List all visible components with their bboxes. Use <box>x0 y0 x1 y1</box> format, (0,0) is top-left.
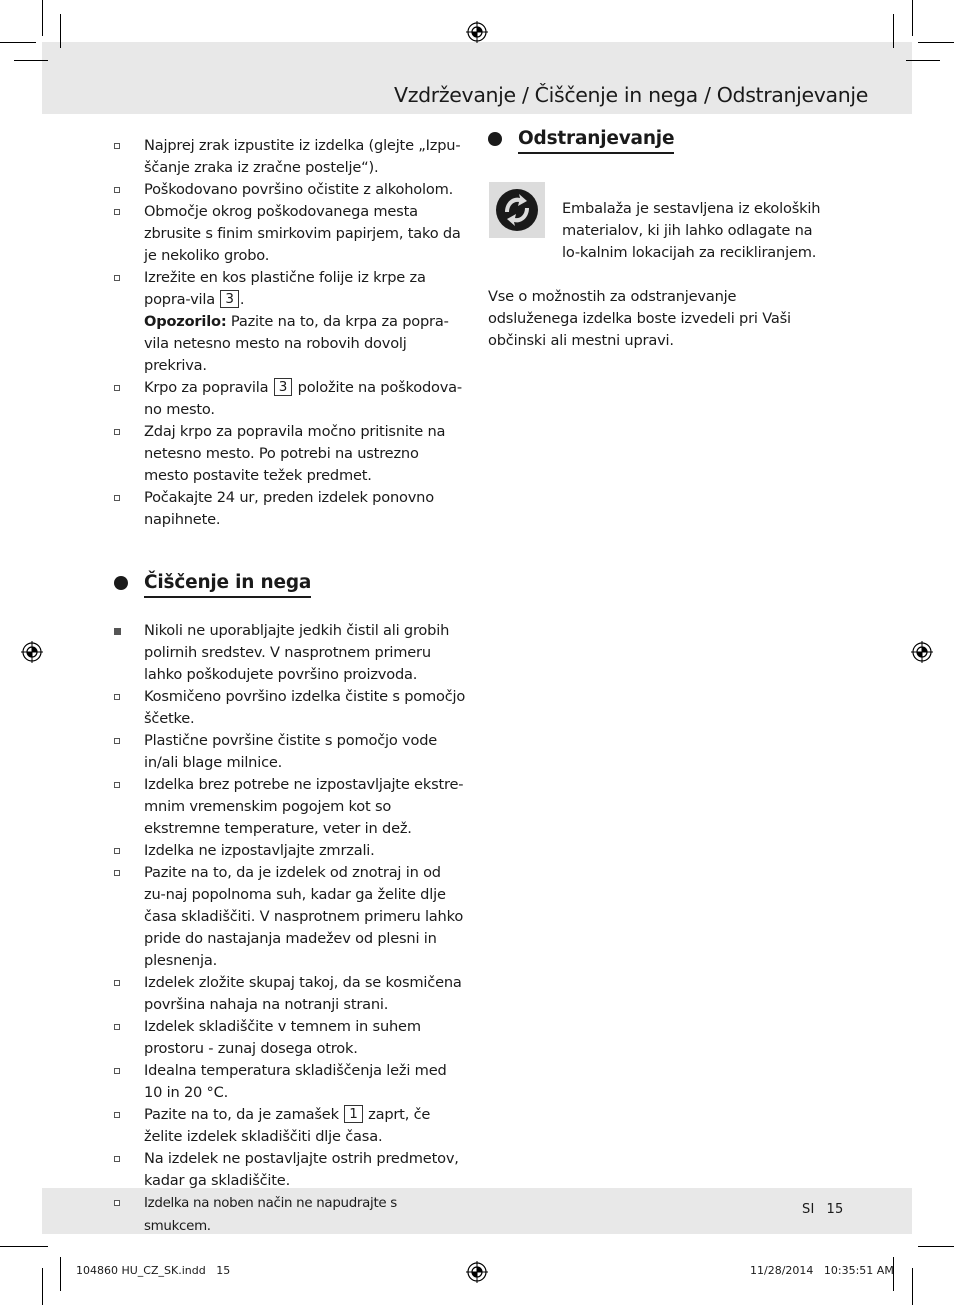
checkbox-bullet-icon <box>114 1024 120 1030</box>
checkbox-bullet-icon <box>114 870 120 876</box>
list-item: Zdaj krpo za popravila močno pritisnite na netesno mesto. Po potrebi na ustrezno mesto postavite težek predmet. <box>114 421 466 487</box>
checkbox-bullet-icon <box>114 848 120 854</box>
slug-filename: 104860 HU_CZ_SK.indd 15 <box>76 1264 231 1277</box>
registration-mark-icon <box>21 641 43 663</box>
right-column <box>488 127 828 352</box>
list-item: Območje okrog poškodovanega mesta zbrusite s finim smirkovim papirjem, tako da je nekoliko grobo. <box>114 201 466 267</box>
checkbox-bullet-icon <box>114 782 120 788</box>
registration-mark-icon <box>466 21 488 43</box>
list-item: Nikoli ne uporabljajte jedkih čistil ali grobih polirnih sredstev. V nasprotnem primeru lahko poškodujete površino proizvoda. <box>114 620 466 686</box>
filled-square-bullet-icon <box>114 628 121 635</box>
list-item: Krpo za popravila 3 položite na poškodova-no mesto. <box>114 377 466 421</box>
repair-steps-list <box>114 135 466 531</box>
page-number: SI 15 <box>802 1202 844 1217</box>
checkbox-bullet-icon <box>114 694 120 700</box>
registration-mark-icon <box>466 1261 488 1283</box>
list-item: Idealna temperatura skladiščenja leži med 10 in 20 °C. <box>114 1060 466 1104</box>
checkbox-bullet-icon <box>114 980 120 986</box>
checkbox-bullet-icon <box>114 143 120 149</box>
checkbox-bullet-icon <box>114 1200 120 1206</box>
list-item: Na izdelek ne postavljajte ostrih predmetov, kadar ga skladiščite. <box>114 1148 466 1192</box>
recycling-note <box>488 182 828 272</box>
checkbox-bullet-icon <box>114 738 120 744</box>
section-heading: Čiščenje in nega <box>114 571 466 598</box>
green-dot-recycling-icon <box>489 182 545 238</box>
registration-mark-icon <box>911 641 933 663</box>
part-number-badge: 3 <box>220 290 238 308</box>
part-number-badge: 1 <box>344 1105 362 1123</box>
checkbox-bullet-icon <box>114 385 120 391</box>
recycling-text: Embalaža je sestavljena iz ekoloških materialov, ki jih lahko odlagate na lo-kalnim lokacijah za recikliranjem. <box>562 200 821 261</box>
list-item: Poškodovano površino očistite z alkoholom. <box>114 179 466 201</box>
list-item: Izrežite en kos plastične folije iz krpe za popra-vila 3 . Opozorilo: Pazite na to, da krpa za popra-vila netesno mesto na robovih dovolj prekriva. <box>114 267 466 377</box>
checkbox-bullet-icon <box>114 187 120 193</box>
list-item: Plastične površine čistite s pomočjo vode in/ali blage milnice. <box>114 730 466 774</box>
slug-timestamp: 11/28/2014 10:35:51 AM <box>750 1264 894 1277</box>
list-item: Izdelka brez potrebe ne izpostavljajte ekstre-mnim vremenskim pogojem kot so ekstremne temperature, veter in dež. <box>114 774 466 840</box>
part-number-badge: 3 <box>274 378 292 396</box>
list-item: Počakajte 24 ur, preden izdelek ponovno napihnete. <box>114 487 466 531</box>
checkbox-bullet-icon <box>114 209 120 215</box>
list-item: Kosmičeno površino izdelka čistite s pomočjo ščetke. <box>114 686 466 730</box>
list-item: Izdelka ne izpostavljajte zmrzali. <box>114 840 466 862</box>
warning-label: Opozorilo: <box>144 313 227 330</box>
disposal-paragraph: Vse o možnostih za odstranjevanje odsluženega izdelka boste izvedeli pri Vaši občinski ali mestni upravi. <box>488 288 791 349</box>
list-item: Izdelek skladiščite v temnem in suhem prostoru - zunaj dosega otrok. <box>114 1016 466 1060</box>
cleaning-list <box>114 620 466 1238</box>
section-heading: Odstranjevanje <box>488 127 828 154</box>
list-item: Pazite na to, da je izdelek od znotraj in od zu-naj popolnoma suh, kadar ga želite dlje časa skladiščiti. V nasprotnem primeru lahko pride do nastajanja madežev od plesni in plesnenja. <box>114 862 466 972</box>
heading-dot-icon <box>488 132 502 146</box>
list-item: Pazite na to, da je zamašek 1 zaprt, če želite izdelek skladiščiti dlje časa. <box>114 1104 466 1148</box>
list-item: Izdelek zložite skupaj takoj, da se kosmičena površina nahaja na notranji strani. <box>114 972 466 1016</box>
checkbox-bullet-icon <box>114 495 120 501</box>
checkbox-bullet-icon <box>114 429 120 435</box>
heading-dot-icon <box>114 576 128 590</box>
left-column <box>114 135 466 1238</box>
checkbox-bullet-icon <box>114 1156 120 1162</box>
list-item: Najprej zrak izpustite iz izdelka (glejte „Izpu-ščanje zraka iz zračne postelje“). <box>114 135 466 179</box>
cleaning-section <box>114 571 466 1238</box>
checkbox-bullet-icon <box>114 275 120 281</box>
page-title: Vzdrževanje / Čiščenje in nega / Odstranjevanje <box>394 83 868 107</box>
checkbox-bullet-icon <box>114 1068 120 1074</box>
list-item: Izdelka na noben način ne napudrajte s smukcem. <box>114 1192 466 1238</box>
checkbox-bullet-icon <box>114 1112 120 1118</box>
